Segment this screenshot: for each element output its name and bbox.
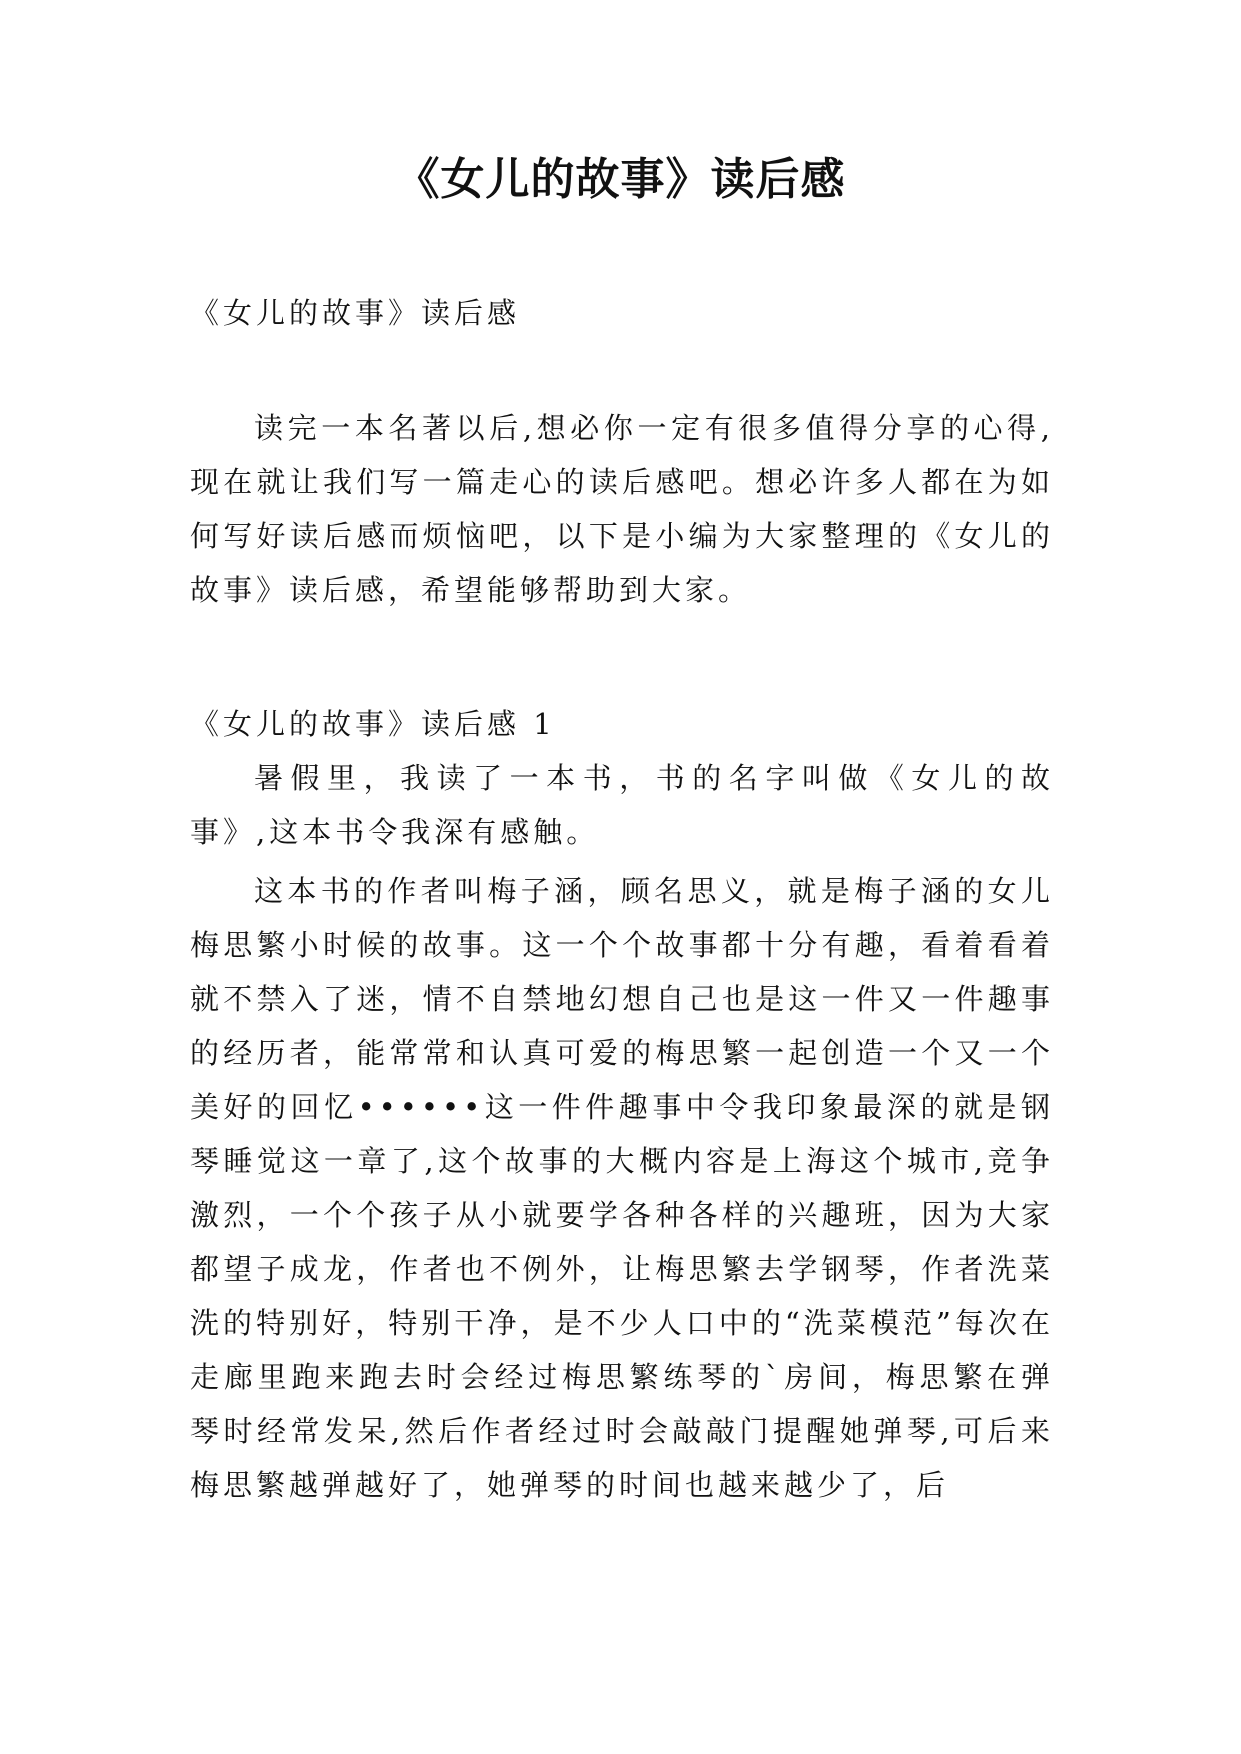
body-paragraph: 暑假里，我读了一本书，书的名字叫做《女儿的故事》,这本书令我深有感触。 bbox=[190, 761, 1054, 849]
intro-paragraph: 读完一本名著以后,想必你一定有很多值得分享的心得,现在就让我们写一篇走心的读后感吧。想必许多人都在为如何写好读后感而烦恼吧，以下是小编为大家整理的《女儿的故事》读后感，希望能够帮助到大家。 bbox=[190, 411, 1054, 607]
document-subtitle: 《女儿的故事》读后感 bbox=[190, 296, 521, 330]
body-paragraph: 这本书的作者叫梅子涵，顾名思义，就是梅子涵的女儿梅思繁小时候的故事。这一个个故事都十分有趣，看着看着就不禁入了迷，情不自禁地幻想自己也是这一件又一件趣事的经历者，能常常和认真可爱的梅思繁一起创造一个又一个美好的回忆••••••这一件件趣事中令我印象最深的就是钢琴睡觉这一章了,这个故事的大概内容是上海这个城市,竞争激烈，一个个孩子从小就要学各种各样的兴趣班，因为大家都望子成龙，作者也不例外，让梅思繁去学钢琴，作者洗菜洗的特别好，特别干净，是不少人口中的“洗菜模范”每次在走廊里跑来跑去时会经过梅思繁练琴的`房间，梅思繁在弹琴时经常发呆,然后作者经过时会敲敲门提醒她弹琴,可后来梅思繁越弹越好了，她弹琴的时间也越来越少了，后 bbox=[190, 874, 1054, 1502]
document-title: 《女儿的故事》读后感 bbox=[395, 154, 846, 205]
section-heading: 《女儿的故事》读后感 1 bbox=[190, 707, 556, 741]
